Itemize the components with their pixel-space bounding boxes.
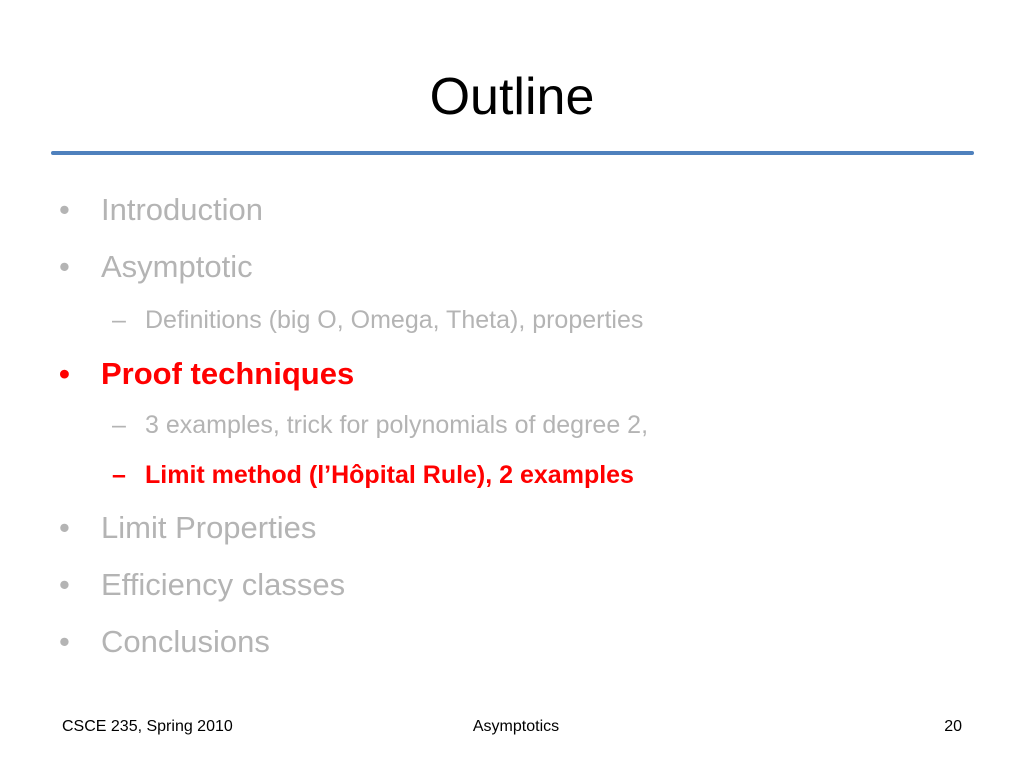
outline-item-label: Conclusions: [101, 624, 270, 659]
bullet-icon: •: [59, 567, 70, 602]
footer-course: CSCE 235, Spring 2010: [62, 718, 233, 735]
bullet-icon: •: [59, 510, 70, 545]
outline-subitem-label: Definitions (big O, Omega, Theta), properties: [145, 306, 644, 334]
footer-topic: Asymptotics: [472, 718, 560, 735]
outline-item-label: Proof techniques: [101, 356, 355, 391]
bullet-icon: •: [59, 624, 70, 659]
outline-item-label: Efficiency classes: [101, 567, 346, 602]
footer-page-number: 20: [944, 718, 962, 735]
dash-icon: –: [112, 411, 126, 439]
dash-icon: –: [112, 461, 126, 489]
dash-icon: –: [112, 306, 126, 334]
outline-item-label: Asymptotic: [101, 249, 253, 284]
outline-subitem-label: Limit method (l’Hôpital Rule), 2 examples: [145, 461, 634, 489]
slide-title: Outline: [429, 68, 595, 126]
bullet-icon: •: [59, 192, 70, 227]
outline-item-label: Limit Properties: [101, 510, 317, 545]
bullet-icon: •: [59, 356, 70, 391]
outline-item-label: Introduction: [101, 192, 263, 227]
outline-subitem-label: 3 examples, trick for polynomials of degree 2,: [145, 411, 649, 439]
bullet-icon: •: [59, 249, 70, 284]
